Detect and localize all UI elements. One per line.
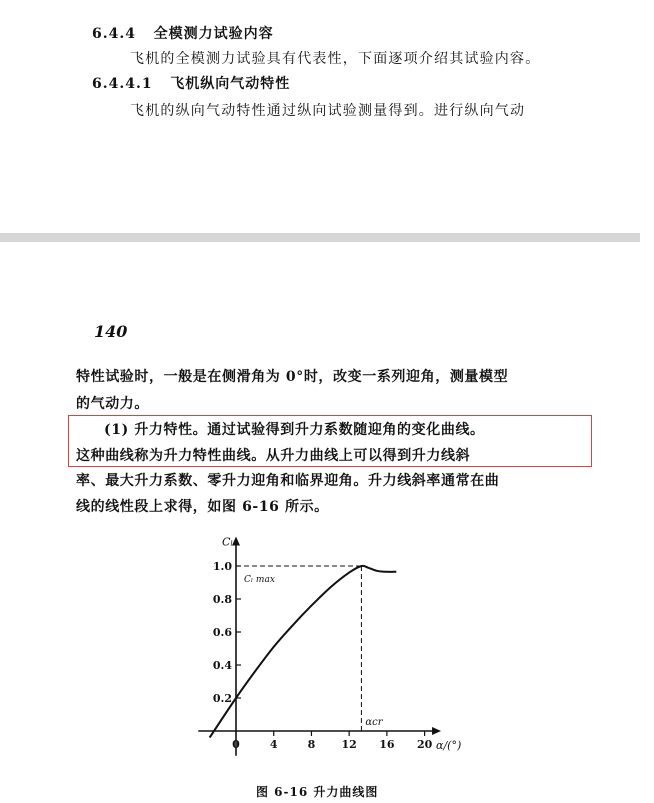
x-tick-label: 4 <box>269 738 278 751</box>
section-title: 全模测力试验内容 <box>153 26 274 42</box>
body-line-3: (1) 升力特性。通过试验得到升力系数随迎角的变化曲线。 <box>104 422 485 438</box>
body-line-4: 这种曲线称为升力特性曲线。从升力曲线上可以得到升力线斜 <box>76 448 471 464</box>
body-line-5: 率、最大升力系数、零升力迎角和临界迎角。升力线斜率通常在曲 <box>76 473 500 489</box>
chart-ticks <box>213 560 433 751</box>
clmax-label: Cₗ max <box>244 575 275 585</box>
x-tick-label: 20 <box>416 738 433 751</box>
x-tick-label: 16 <box>379 738 395 751</box>
y-tick-label: 1.0 <box>212 560 232 573</box>
x-tick-label: 12 <box>341 738 357 751</box>
x-axis-arrow <box>432 727 441 735</box>
x-tick-label: 0 <box>232 738 240 751</box>
section-number: 6.4.4 <box>92 26 136 42</box>
section-title: 飞机纵向气动特性 <box>170 76 291 92</box>
y-tick-label: 0.2 <box>212 692 232 705</box>
paragraph-longitudinal: 飞机的纵向气动特性通过纵向试验测量得到。进行纵向气动 <box>130 103 526 119</box>
section-number: 6.4.4.1 <box>92 76 153 92</box>
y-axis-label: Cₗ <box>222 535 234 549</box>
body-line-6: 线的线性段上求得，如图 6-16 所示。 <box>76 499 329 515</box>
lift-curve-line <box>210 566 397 738</box>
chart-axes <box>198 537 441 756</box>
y-axis-arrow <box>232 537 240 546</box>
x-tick-label: 8 <box>307 738 316 751</box>
y-tick-label: 0.8 <box>212 593 232 606</box>
chart-guides <box>236 566 361 731</box>
y-tick-label: 0.4 <box>212 659 232 672</box>
page-number: 140 <box>94 322 128 341</box>
figure-caption: 图 6-16 升力曲线图 <box>256 785 379 799</box>
y-tick-label: 0.6 <box>212 626 232 639</box>
body-line-2: 的气动力。 <box>76 396 149 412</box>
body-line-1: 特性试验时，一般是在侧滑角为 0°时，改变一系列迎角，测量模型 <box>76 369 509 385</box>
paragraph-intro: 飞机的全模测力试验具有代表性，下面逐项介绍其试验内容。 <box>130 51 541 67</box>
alpha-cr-label: αcr <box>365 717 383 728</box>
x-axis-label: α/(°) <box>436 739 462 752</box>
